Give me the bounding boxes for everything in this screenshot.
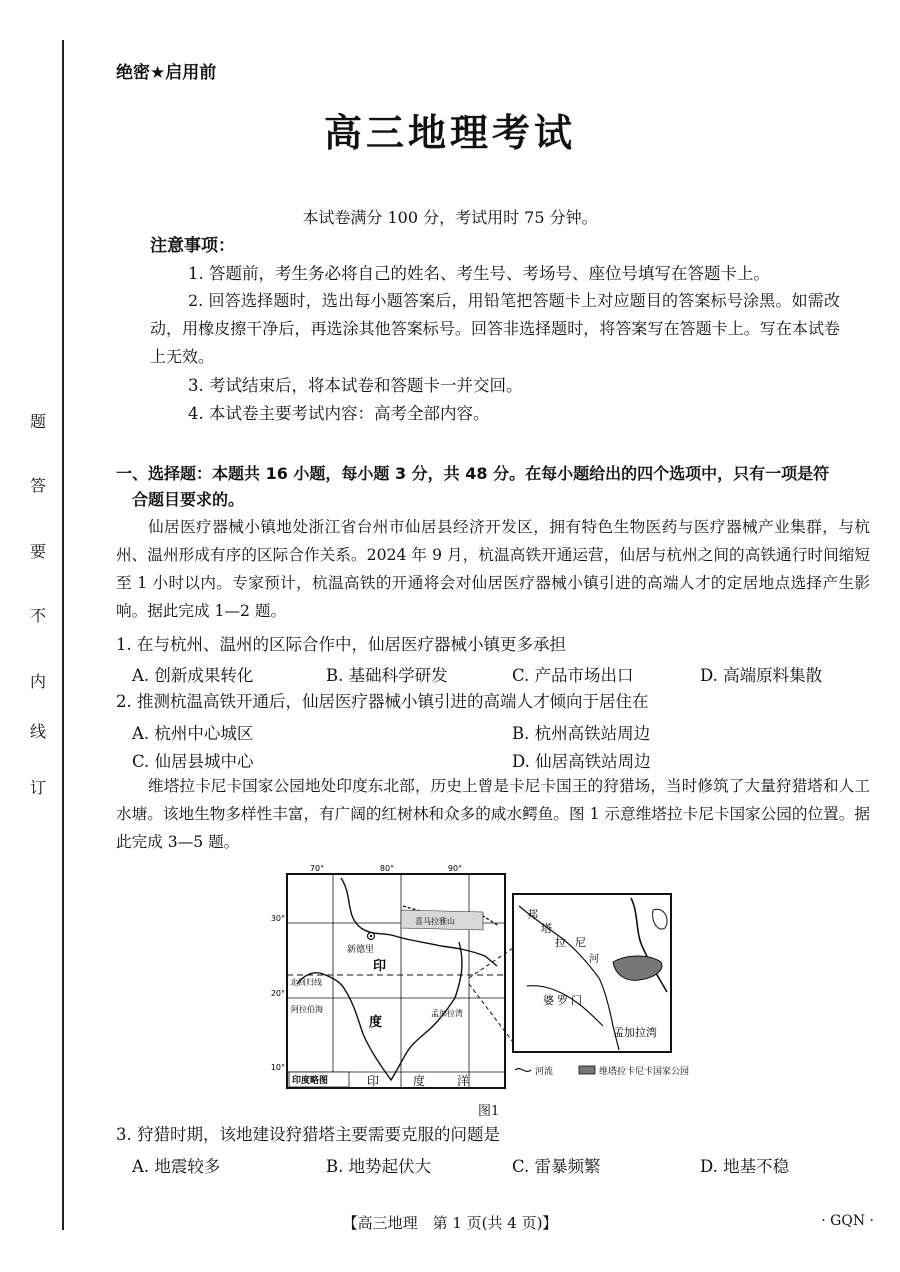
map-name: 印度略图 <box>292 1076 329 1086</box>
passage-2: 维塔拉卡尼卡国家公园地处印度东北部，历史上曾是卡尼卡国王的狩猎场，当时修筑了大量狩猎塔和人工水塘。该地生物多样性丰富，有广阔的红树林和众多的咸水鳄鱼。图 1 示意维塔拉卡尼卡国家公园的位置。据此完成 3—5 题。 <box>116 777 870 851</box>
margin-char: 订 <box>30 778 47 797</box>
section-heading: 一、选择题：本题共 16 小题，每小题 3 分，共 48 分。在每小题给出的四个选项中，只有一项是符 <box>116 464 830 483</box>
question-1-stem: 1. 在与杭州、温州的区际合作中，仙居医疗器械小镇更多承担 <box>116 635 566 654</box>
notice-item-1: 1. 答题前，考生务必将自己的姓名、考生号、考场号、座位号填写在答题卡上。 <box>188 264 770 283</box>
country-label-top: 印 <box>373 959 387 974</box>
footer-code: · GQN · <box>821 1213 874 1229</box>
q3-option-a: A. 地震较多 <box>132 1157 221 1176</box>
ocean-label-3: 洋 <box>457 1074 470 1088</box>
q1-option-c: C. 产品市场出口 <box>512 666 634 685</box>
exam-title: 高三地理考试 <box>323 111 576 155</box>
inset-left-3: 门 <box>571 994 582 1007</box>
arabian-sea-label: 阿拉伯海 <box>291 1005 323 1014</box>
q2-option-d: D. 仙居高铁站周边 <box>512 752 651 771</box>
inset-map <box>513 894 671 1052</box>
main-map <box>271 864 519 1088</box>
q3-option-b: B. 地势起伏大 <box>326 1157 432 1176</box>
legend-park-symbol <box>579 1066 595 1074</box>
q1-option-d: D. 高端原料集散 <box>700 666 823 685</box>
notice-heading: 注意事项： <box>150 236 235 256</box>
margin-char: 内 <box>30 672 47 691</box>
notice-item-2: 2. 回答选择题时，选出每小题答案后，用铅笔把答题卡上对应题目的答案标号涂黑。如需改动，用橡皮擦干净后，再选涂其他答案标号。回答非选择题时，将答案写在答题卡上。写在本试卷上无效。 <box>150 291 840 366</box>
notice-item-4: 4. 本试卷主要考试内容：高考全部内容。 <box>188 404 490 423</box>
figure-caption: 图1 <box>478 1104 500 1119</box>
capital-dot <box>370 935 372 937</box>
margin-char: 不 <box>30 606 47 625</box>
margin-char: 要 <box>30 542 47 561</box>
notice-item-3: 3. 考试结束后，将本试卷和答题卡一并交回。 <box>188 376 523 395</box>
q3-option-c: C. 雷暴频繁 <box>512 1157 601 1176</box>
lat-label-30: 30° <box>270 914 285 923</box>
q3-option-d: D. 地基不稳 <box>700 1157 790 1176</box>
legend-river-symbol <box>515 1069 531 1072</box>
score-note: 本试卷满分 100 分，考试用时 75 分钟。 <box>302 208 598 227</box>
lon-label-80: 80° <box>379 864 395 873</box>
lat-label-20: 20° <box>270 989 285 998</box>
q2-option-a: A. 杭州中心城区 <box>132 724 254 743</box>
inset-label-state1: 邦 <box>527 908 538 921</box>
inset-label-state2: 塔 <box>541 922 552 935</box>
tropic-label: 北回归线 <box>290 978 322 987</box>
q2-option-c: C. 仙居县城中心 <box>132 752 254 771</box>
ocean-label-2: 度 <box>413 1074 426 1088</box>
q2-option-b: B. 杭州高铁站周边 <box>512 724 651 743</box>
figure-1-map <box>270 864 723 1098</box>
ocean-label-1: 印 <box>367 1074 380 1088</box>
question-2-stem: 2. 推测杭温高铁开通后，仙居医疗器械小镇引进的高端人才倾向于居住在 <box>116 692 649 711</box>
inset-label-state3: 拉 <box>555 936 566 949</box>
margin-char: 题 <box>30 412 47 431</box>
margin-char: 线 <box>30 722 47 741</box>
question-3-stem: 3. 狩猎时期，该地建设狩猎塔主要需要克服的问题是 <box>116 1125 500 1144</box>
bay-label: 孟加拉湾 <box>431 1009 463 1018</box>
map-legend <box>515 1065 689 1077</box>
confidential-label: 绝密★启用前 <box>116 63 217 83</box>
capital-label: 新德里 <box>347 945 375 955</box>
lon-label-90: 90° <box>447 864 463 873</box>
country-label-bottom: 度 <box>369 1015 383 1030</box>
lon-label-70: 70° <box>309 864 325 873</box>
inset-bay-label: 孟加拉湾 <box>613 1026 657 1039</box>
passage-1: 仙居医疗器械小镇地处浙江省台州市仙居县经济开发区，拥有特色生物医药与医疗器械产业集群，与杭州、温州形成有序的区际合作关系。2024 年 9 月，杭温高铁开通运营，仙居与杭州之间的高铁通行时间缩短至 1 小时以内。专家预计，杭温高铁的开通将会对仙居医疗器械小镇引进的高端人才的定居地点选择产生影响。据此完成 1—2 题。 <box>116 518 870 620</box>
q1-option-b: B. 基础科学研发 <box>326 666 448 685</box>
lat-label-10: 10° <box>270 1063 285 1072</box>
legend-river-label: 河流 <box>535 1067 554 1077</box>
page-footer: 【高三地理 第 1 页(共 4 页)】 <box>342 1214 558 1232</box>
margin-char: 答 <box>30 476 47 495</box>
q1-option-a: A. 创新成果转化 <box>132 666 254 685</box>
inset-label-state4: 尼 <box>575 936 586 949</box>
inset-river-label: 河 <box>589 954 599 965</box>
inset-left-1: 婆 <box>543 994 554 1007</box>
section-heading-cont: 合题目要求的。 <box>132 490 245 509</box>
inset-left-2: 罗 <box>557 994 568 1007</box>
himalaya-label: 喜马拉雅山 <box>415 917 455 926</box>
legend-park-label: 维塔拉卡尼卡国家公园 <box>599 1067 690 1077</box>
